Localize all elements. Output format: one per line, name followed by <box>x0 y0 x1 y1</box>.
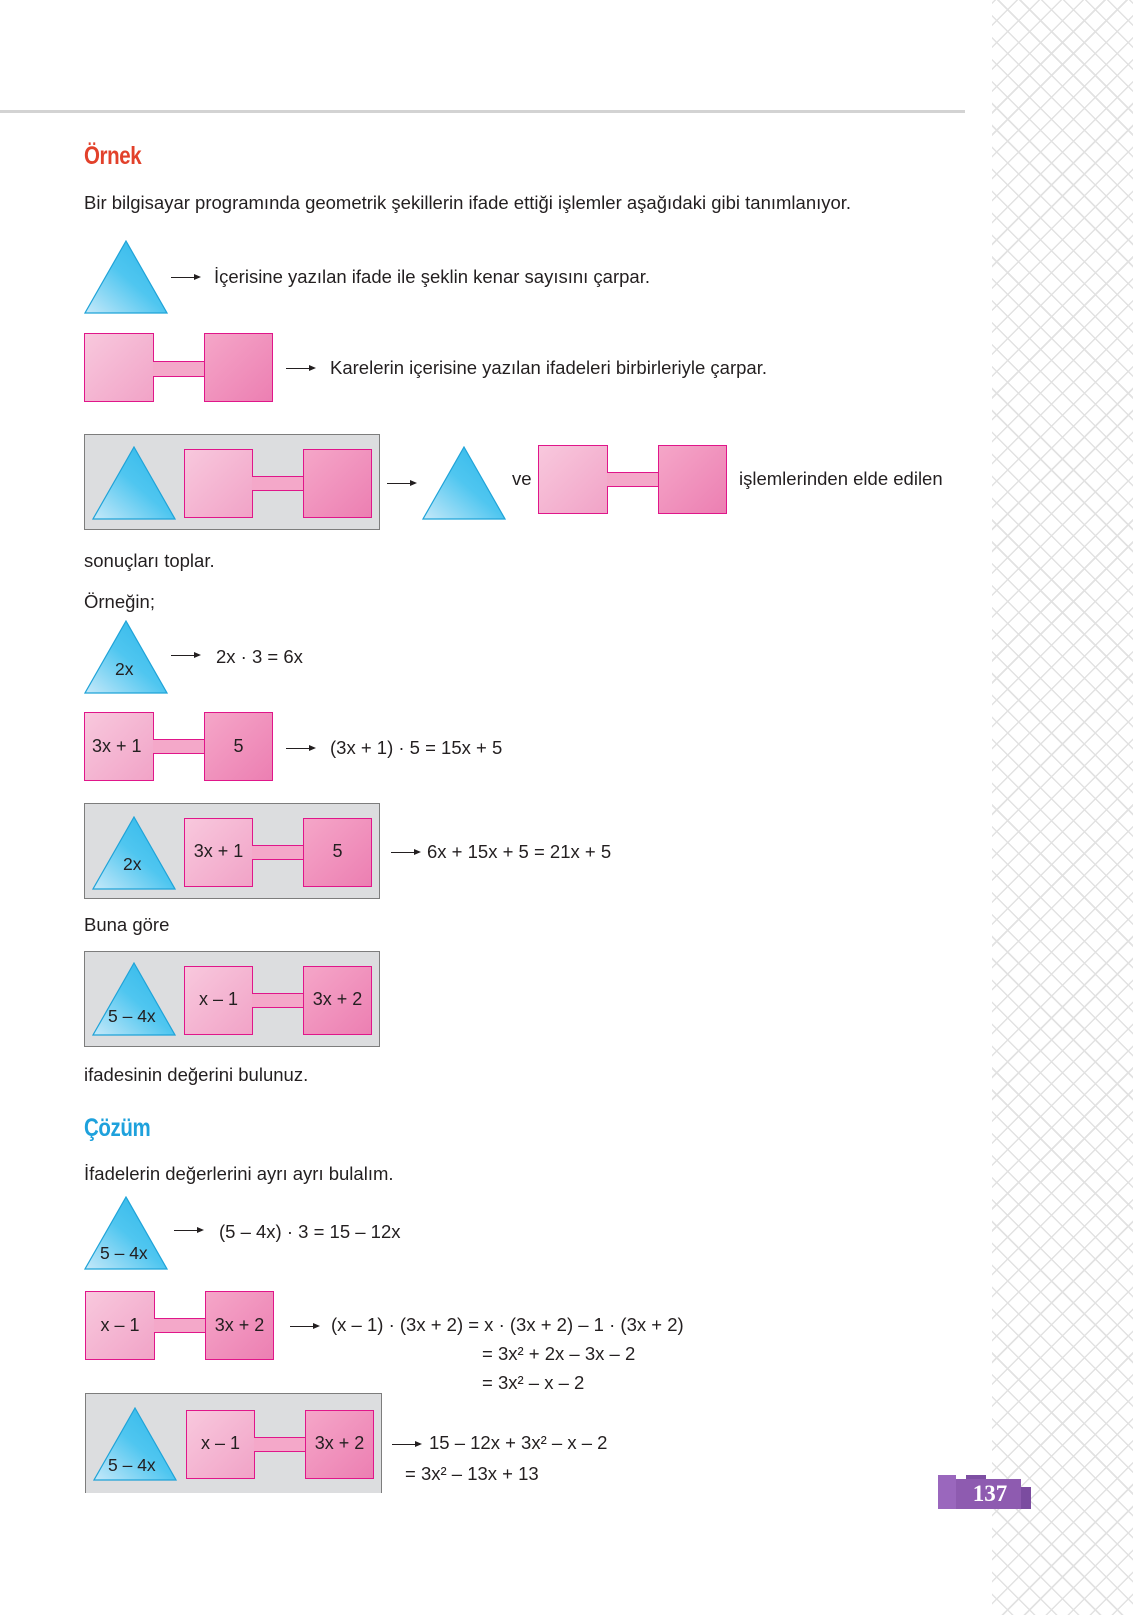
arrow-icon <box>392 1444 420 1445</box>
connector-bar <box>252 476 304 491</box>
right-square-value: 3x + 2 <box>205 1291 274 1360</box>
right-square-value: 5 <box>303 818 372 887</box>
right-square-value: 5 <box>204 712 273 781</box>
connector-bar <box>254 1437 306 1452</box>
margin-pattern <box>992 0 1133 1615</box>
connector-bar <box>153 739 205 754</box>
left-square-shape <box>84 333 154 402</box>
for-example-label: Örneğin; <box>84 591 155 612</box>
ex2-result: (3x + 1) · 5 = 15x + 5 <box>330 737 503 758</box>
rule-box-cont: sonuçları toplar. <box>84 550 215 571</box>
triangle-shape <box>422 446 506 520</box>
triangle-shape <box>92 446 176 520</box>
right-square-shape <box>204 333 273 402</box>
arrow-icon <box>171 655 199 656</box>
find-text: ifadesinin değerini bulunuz. <box>84 1064 309 1085</box>
connector-bar <box>154 1318 206 1333</box>
triangle-shape <box>92 816 176 890</box>
left-square-shape <box>538 445 608 514</box>
s3-line2: = 3x² – 13x + 13 <box>405 1463 539 1484</box>
s2-line1: (x – 1) · (3x + 2) = x · (3x + 2) – 1 · (3x + 2) <box>331 1314 684 1335</box>
right-square-value: 3x + 2 <box>303 966 372 1035</box>
left-square-value: 3x + 1 <box>184 818 253 887</box>
example-intro: Bir bilgisayar programında geometrik şekillerin ifade ettiği işlemler aşağıdaki gibi tanımlanıyor. <box>84 192 852 213</box>
left-square-value: x – 1 <box>184 966 253 1035</box>
triangle-shape <box>84 240 168 314</box>
triangle-value: 2x <box>115 659 134 679</box>
triangle-shape <box>84 620 168 694</box>
triangle-value: 5 – 4x <box>100 1243 148 1263</box>
arrow-icon <box>286 748 314 749</box>
left-square-value: x – 1 <box>85 1291 155 1360</box>
s1-result: (5 – 4x) · 3 = 15 – 12x <box>219 1221 401 1242</box>
triangle-value: 5 – 4x <box>108 1455 156 1475</box>
rule-box-tail: işlemlerinden elde edilen <box>739 468 943 489</box>
connector-bar <box>153 361 205 377</box>
solution-intro: İfadelerin değerlerini ayrı ayrı bulalım. <box>84 1163 394 1184</box>
header-rule <box>0 110 965 113</box>
example-heading: Örnek <box>84 142 142 170</box>
arrow-icon <box>174 1230 202 1231</box>
arrow-icon <box>290 1326 318 1327</box>
arrow-icon <box>171 277 199 278</box>
ex3-result: 6x + 15x + 5 = 21x + 5 <box>427 841 612 862</box>
connector-bar <box>252 993 304 1008</box>
arrow-icon <box>387 483 415 484</box>
arrow-icon <box>391 852 419 853</box>
triangle-value: 2x <box>123 854 142 874</box>
s2-line3: = 3x² – x – 2 <box>482 1372 585 1393</box>
connector-bar <box>607 472 659 487</box>
connector-bar <box>252 845 304 860</box>
page-number-tab <box>938 1475 1026 1509</box>
accordingly-label: Buna göre <box>84 914 170 935</box>
ex1-result: 2x · 3 = 6x <box>216 646 303 667</box>
right-square-shape <box>303 449 372 518</box>
rule-squares-text: Karelerin içerisine yazılan ifadeleri birbirleriyle çarpar. <box>330 357 767 378</box>
left-square-value: x – 1 <box>186 1410 255 1479</box>
ve-text: ve <box>512 468 532 489</box>
solution-heading: Çözüm <box>84 1114 151 1142</box>
right-square-shape <box>658 445 727 514</box>
page-number: 137 <box>972 1481 1008 1506</box>
right-square-value: 3x + 2 <box>305 1410 374 1479</box>
arrow-icon <box>286 368 314 369</box>
left-square-shape <box>184 449 253 518</box>
left-square-value: 3x + 1 <box>84 712 154 781</box>
s2-line2: = 3x² + 2x – 3x – 2 <box>482 1343 636 1364</box>
triangle-value: 5 – 4x <box>108 1006 156 1026</box>
s3-line1: 15 – 12x + 3x² – x – 2 <box>429 1432 608 1453</box>
rule-triangle-text: İçerisine yazılan ifade ile şeklin kenar sayısını çarpar. <box>214 266 650 287</box>
